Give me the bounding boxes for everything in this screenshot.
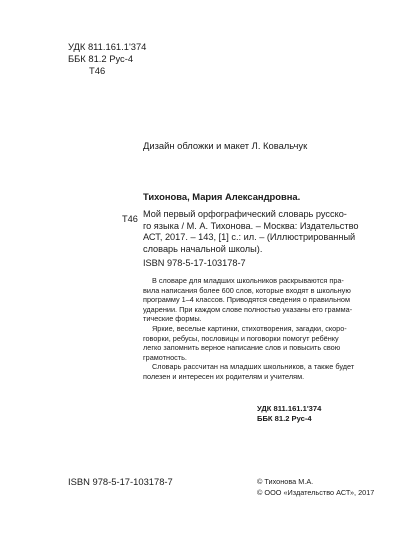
library-card-isbn: ISBN 978-5-17-103178-7 [143,258,246,268]
library-card-author-mark: Т46 [122,214,138,224]
bottom-classification-codes [257,404,321,424]
description-line: АСТ, 2017. – 143, [1] с.: ил. – (Иллюстрированный [143,232,356,242]
udk-code: УДК 811.161.1'374 [257,404,322,413]
copyright-author: © Тихонова М.А. [257,477,314,486]
description-line: го языка / М. А. Тихонова. – Москва: Издательство [143,220,359,231]
annotation-line: В словаре для младших школьников раскрываются пра- [152,276,344,285]
annotation-line: тические формы. [143,314,202,324]
library-card-description [143,209,368,255]
description-line: Мой первый орфографический словарь русско- [143,209,347,219]
annotation-line: ударении. При каждом слове полностью указаны его граммa- [143,304,353,314]
annotation-line: полезен и интересен их родителям и учителям. [143,371,305,381]
annotation-line: программу 1–4 классов. Приводятся сведения о правильном [143,295,350,305]
annotation-line: Словарь рассчитан на младших школьников, а также будет [152,362,355,372]
annotation-line: Яркие, веселые картинки, стихотворения, загадки, скоро- [152,323,347,333]
annotation [143,276,368,382]
header-classification-codes [68,41,146,76]
copyright-block [257,477,374,499]
copyright-publisher: © ООО «Издательство АСТ», 2017 [257,487,375,497]
annotation-line: вила написания более 600 слов, которые входят в школьную [143,285,351,295]
description-line: словарь начальной школы). [143,243,263,254]
bbk-code: ББК 81.2 Рус-4 [68,52,134,64]
library-card-author: Тихонова, Мария Александровна. [143,191,301,202]
annotation-line: грамотность. [143,352,187,362]
udk-code: УДК 811.161.1'374 [68,41,147,52]
bbk-code: ББК 81.2 Рус-4 [257,413,312,423]
annotation-line: легко запомнить верное написание слов и повысить свою [143,343,341,353]
footer-isbn: ISBN 978-5-17-103178-7 [68,476,173,487]
author-mark: Т46 [89,64,106,76]
annotation-line: говорки, ребусы, пословицы и поговорки помогут ребёнку [143,333,339,343]
design-credit: Дизайн обложки и макет Л. Ковальчук [143,140,308,151]
